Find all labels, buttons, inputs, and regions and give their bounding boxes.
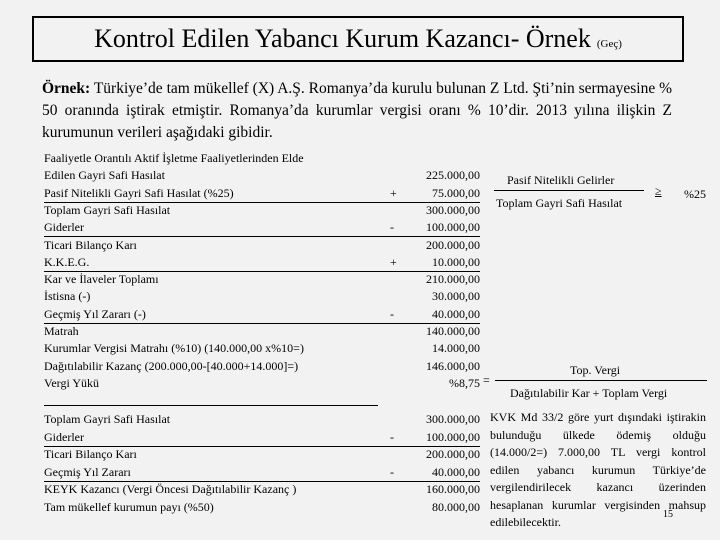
row-sign: - xyxy=(390,464,394,479)
row-value: 75.000,00 xyxy=(370,185,480,203)
row-label: Edilen Gayri Safi Hasılat xyxy=(44,168,165,183)
row-value: 200.000,00 xyxy=(426,447,480,461)
ratio1-operator: ≥ xyxy=(655,184,662,198)
title-box xyxy=(32,16,684,62)
row-label: Faaliyetle Orantılı Aktif İşletme Faaliyetlerinden Elde xyxy=(44,151,304,165)
row-sign: - xyxy=(390,429,394,444)
row-value: 300.000,00 xyxy=(426,412,480,426)
intro-label: Örnek: xyxy=(42,80,91,97)
row-label: Geçmiş Yıl Zararı (-) xyxy=(44,306,378,324)
row-value: 160.000,00 xyxy=(426,482,480,496)
row-sign: - xyxy=(390,306,394,321)
row-label: Dağıtılabilir Kazanç (200.000,00-[40.000+14.000]=) xyxy=(44,358,299,373)
row-label: Tam mükellef kurumun payı (%50) xyxy=(44,499,214,514)
row-label: Giderler xyxy=(44,429,378,447)
row-value: 200.000,00 xyxy=(426,237,480,252)
row-label: Ticari Bilanço Karı xyxy=(44,237,137,252)
row-label: Matrah xyxy=(44,324,79,338)
row-value: 146.000,00 xyxy=(426,358,480,373)
row-label: K.K.E.G. xyxy=(44,254,378,272)
row-value: 10.000,00 xyxy=(370,254,480,272)
page-title: Kontrol Edilen Yabancı Kurum Kazancı- Örnek (Geç) xyxy=(94,24,622,53)
row-value: 100.000,00 xyxy=(370,429,480,447)
row-value: 210.000,00 xyxy=(426,272,480,287)
row-value: 40.000,00 xyxy=(370,306,480,324)
row-sign: + xyxy=(390,254,397,269)
row-value: 30.000,00 xyxy=(432,289,480,304)
ratio1-fraction-line xyxy=(494,190,644,191)
row-label: Geçmiş Yıl Zararı xyxy=(44,464,378,482)
intro-paragraph xyxy=(42,78,672,144)
ratio2-numerator: Top. Vergi xyxy=(570,363,621,377)
intro-text: Türkiye’de tam mükellef (X) A.Ş. Romanya’da kurulu bulunan Z Ltd. Şti’nin sermayesine % 50 oranında iştirak etmiştir. Romanya’da kurumlar vergisi oranı % 10’dir. 2013 yılına ilişkin Z kurumunun verileri aşağıdaki gibidir. xyxy=(42,80,672,141)
row-label: Toplam Gayri Safi Hasılat xyxy=(44,202,171,217)
row-label: Kar ve İlaveler Toplamı xyxy=(44,272,159,287)
row-label: Vergi Yükü xyxy=(44,375,99,390)
row-sign: - xyxy=(390,220,394,235)
row-label: KEYK Kazancı (Vergi Öncesi Dağıtılabilir Kazanç ) xyxy=(44,482,297,496)
row-label: Kurumlar Vergisi Matrahı (%10) (140.000,00 x%10=) xyxy=(44,341,304,356)
row-value: 80.000,00 xyxy=(432,499,480,514)
ratio2-fraction-line xyxy=(495,380,707,381)
ratio2-denominator: Dağıtılabilir Kar + Toplam Vergi xyxy=(510,386,668,400)
table-separator xyxy=(44,405,378,406)
row-label: İstisna (-) xyxy=(44,289,91,304)
ratio2-equals: = xyxy=(483,373,490,387)
row-label: Giderler xyxy=(44,219,378,237)
row-value: 300.000,00 xyxy=(426,202,480,217)
row-value: 225.000,00 xyxy=(426,168,480,183)
row-label: Toplam Gayri Safi Hasılat xyxy=(44,412,171,426)
ratio1-numerator: Pasif Nitelikli Gelirler xyxy=(507,173,615,187)
kvk-note: KVK Md 33/2 göre yurt dışındaki iştirakin bulunduğu ülkede ödemiş olduğu (14.000/2=) 7.000,00 TL vergi kontrol edilen yabancı kurumun Türkiye’de vergilendirilecek kazancı üzerinden hesaplanan kurumlar vergisinden mahsup edilebilecektir. xyxy=(490,410,706,529)
title-suffix: (Geç) xyxy=(596,38,622,50)
row-value: 140.000,00 xyxy=(426,324,480,338)
row-sign: + xyxy=(390,185,397,200)
row-label: Pasif Nitelikli Gayri Safi Hasılat (%25) xyxy=(44,185,378,203)
ratio1-threshold: %25 xyxy=(684,187,706,201)
ratio1-denominator: Toplam Gayri Safi Hasılat xyxy=(496,196,623,210)
row-value: 14.000,00 xyxy=(432,341,480,356)
row-value: %8,75 xyxy=(449,375,480,390)
row-value: 40.000,00 xyxy=(370,464,480,482)
row-label: Ticari Bilanço Karı xyxy=(44,447,137,461)
page-number: 15 xyxy=(663,509,673,520)
row-value: 100.000,00 xyxy=(370,219,480,237)
